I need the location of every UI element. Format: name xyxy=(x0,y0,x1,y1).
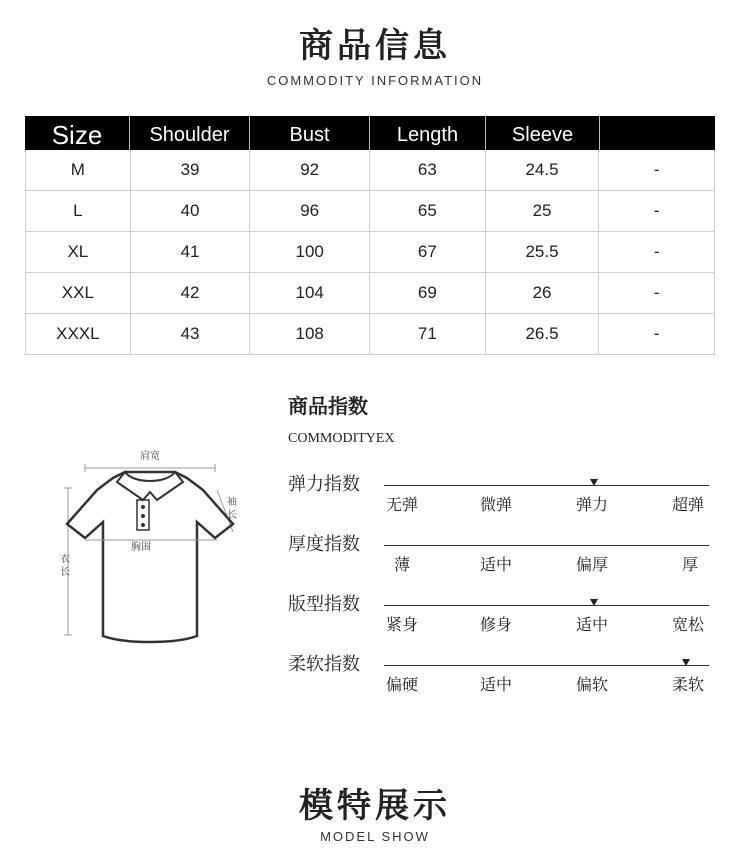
index-option: 修身 xyxy=(480,615,513,634)
index-option: 柔软 xyxy=(672,675,705,694)
table-cell: 67 xyxy=(370,232,486,272)
column-header-shoulder: Shoulder xyxy=(130,116,250,150)
column-header-sleeve: Sleeve xyxy=(486,116,600,150)
selected-marker-icon xyxy=(590,479,598,486)
section-title-cn: 商品信息 xyxy=(299,26,451,66)
commodity-index-heading xyxy=(288,390,395,447)
index-label: 厚度指数 xyxy=(288,534,360,555)
table-cell: 42 xyxy=(131,273,251,313)
column-header-blank xyxy=(600,116,715,150)
index-option: 宽松 xyxy=(672,615,705,634)
shoulder-label: 肩宽 xyxy=(140,451,160,462)
index-scale-line xyxy=(384,605,709,606)
table-row xyxy=(26,273,714,314)
index-option: 适中 xyxy=(480,675,513,694)
column-header-size: Size xyxy=(25,116,130,150)
table-cell: 43 xyxy=(131,314,251,354)
polo-shirt-icon xyxy=(55,440,255,655)
table-cell: 63 xyxy=(370,150,486,190)
index-option: 偏软 xyxy=(576,675,609,694)
selected-marker-icon xyxy=(590,599,598,606)
table-cell: 25 xyxy=(486,191,600,231)
index-option: 厚 xyxy=(682,555,699,574)
table-cell: 92 xyxy=(250,150,370,190)
table-cell: L xyxy=(26,191,131,231)
index-option: 偏厚 xyxy=(576,555,609,574)
index-scale-line xyxy=(384,485,709,486)
shirt-diagram-svg xyxy=(55,440,255,655)
index-scale-line xyxy=(384,545,709,546)
sleeve-label-top: 袖 xyxy=(227,497,237,508)
size-table xyxy=(25,116,715,355)
length-label-bottom: 长 xyxy=(60,567,70,578)
table-header-row xyxy=(25,116,715,150)
chest-label: 胸围 xyxy=(131,542,151,553)
table-cell: 41 xyxy=(131,232,251,272)
table-cell: XL xyxy=(26,232,131,272)
index-option: 微弹 xyxy=(480,495,513,514)
section-title-en: COMMODITY INFORMATION xyxy=(266,73,484,88)
table-cell: 40 xyxy=(131,191,251,231)
index-title-en: COMMODITYEX xyxy=(288,431,395,446)
section-title-cn: 模特展示 xyxy=(299,786,451,826)
table-cell: 69 xyxy=(370,273,486,313)
table-cell: XXL xyxy=(26,273,131,313)
index-row-softness xyxy=(288,650,713,700)
table-cell: - xyxy=(653,201,660,220)
section-title-en: MODEL SHOW xyxy=(320,829,430,844)
index-option: 偏硬 xyxy=(386,675,419,694)
index-option: 弹力 xyxy=(576,495,609,514)
sleeve-label-bottom: 长 xyxy=(227,510,237,521)
table-row xyxy=(26,314,714,355)
index-option: 无弹 xyxy=(386,495,419,514)
index-row-fit xyxy=(288,590,713,640)
table-cell: 108 xyxy=(250,314,370,354)
selected-marker-icon xyxy=(682,659,690,666)
index-option: 紧身 xyxy=(386,615,419,634)
index-option: 适中 xyxy=(576,615,609,634)
commodity-information-heading xyxy=(0,18,750,88)
model-show-heading xyxy=(0,778,750,844)
index-label: 柔软指数 xyxy=(288,654,360,675)
index-title-cn: 商品指数 xyxy=(288,394,368,418)
shirt-outline xyxy=(67,472,233,642)
index-label: 弹力指数 xyxy=(288,474,360,495)
index-option: 超弹 xyxy=(672,495,705,514)
index-option: 薄 xyxy=(394,555,411,574)
table-cell: 26.5 xyxy=(486,314,600,354)
table-cell: 24.5 xyxy=(486,150,600,190)
index-label: 版型指数 xyxy=(288,594,360,615)
table-cell: - xyxy=(653,283,660,302)
table-cell: 100 xyxy=(250,232,370,272)
table-cell: 104 xyxy=(250,273,370,313)
table-cell: 39 xyxy=(131,150,251,190)
column-header-bust: Bust xyxy=(250,116,370,150)
table-cell: - xyxy=(653,160,660,179)
index-option: 适中 xyxy=(480,555,513,574)
table-cell: 65 xyxy=(370,191,486,231)
table-row xyxy=(26,150,714,191)
index-row-elasticity xyxy=(288,470,713,520)
column-header-length: Length xyxy=(370,116,486,150)
table-cell: M xyxy=(26,150,131,190)
table-cell: 26 xyxy=(486,273,600,313)
shirt-collar xyxy=(117,472,183,500)
length-label-top: 衣 xyxy=(60,554,70,565)
table-row xyxy=(26,232,714,273)
table-cell: 71 xyxy=(370,314,486,354)
table-row xyxy=(26,191,714,232)
table-cell: - xyxy=(653,242,660,261)
index-row-thickness xyxy=(288,530,713,580)
table-cell: - xyxy=(653,324,660,343)
table-cell: 25.5 xyxy=(486,232,600,272)
table-cell: 96 xyxy=(250,191,370,231)
index-scale-line xyxy=(384,665,709,666)
table-cell: XXXL xyxy=(26,314,131,354)
table-body xyxy=(25,150,715,355)
